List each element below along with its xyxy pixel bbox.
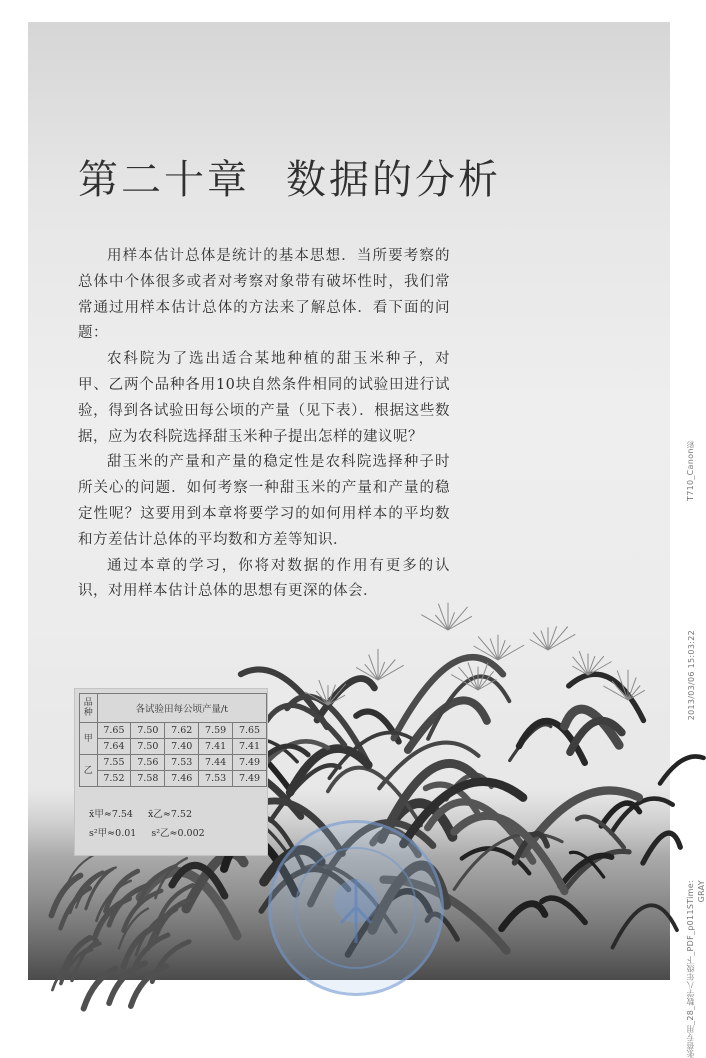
corn-tassel [435,615,448,630]
intro-text [78,244,450,605]
table-cell: 7.53 [165,755,199,771]
paragraph: 甜玉米的产量和产量的稳定性是农科院选择种子时所关心的问题．如何考察一种甜玉米的产量和产量的稳定性呢？这要用到本章将要学习的如何用样本的平均数和方差估计总体的平均数和方差等知识． [78,454,450,548]
table-cell: 7.50 [131,739,165,755]
corn-tassel [498,645,511,660]
table-cell: 7.58 [131,771,165,787]
corn-tassel [579,651,588,675]
corn-tassel [548,627,568,651]
table-cell: 7.40 [165,739,199,755]
table-cell: 7.49 [233,771,267,787]
paragraph: 通过本章的学习，你将对数据的作用有更多的认识，对用样本估计总体的思想有更深的体会． [78,557,450,600]
table-row [80,739,267,755]
chapter-number: 第二十章 [78,157,250,203]
margin-note: T710_Canon彩 [686,440,695,501]
table-cell: 7.59 [199,723,233,739]
corn-tassel [490,639,498,661]
table-cell: 7.55 [97,755,131,771]
variance-formulas [89,825,217,839]
mean-jia: x̄甲≈7.54 [89,809,133,820]
table-cell: 7.46 [165,771,199,787]
margin-note: 2013/03/06 15:03:22 [687,630,696,721]
corn-tassel [378,665,404,680]
corn-tassel [448,616,472,630]
corn-tassel [378,660,395,681]
variance-yi: s²乙≈0.002 [151,828,205,839]
table-cell: 7.52 [97,771,131,787]
corn-tassel [438,604,448,630]
variety-jia: 甲 [80,723,98,755]
watermark-stamp [268,820,444,996]
table-cell: 7.50 [131,723,165,739]
variance-jia: s²甲≈0.01 [89,828,137,839]
stamp-graphic [271,823,441,993]
yield-table-panel [74,688,268,856]
margin-note: 张蓓专用_28_数学八年级下_PDF_p011STime: [686,880,695,1058]
margin-note: GRAY [697,880,706,903]
corn-tassel [548,634,575,650]
corn-tassel [498,645,524,660]
table-cell: 7.49 [233,755,267,771]
corn-tassel [369,655,378,680]
chapter-title [78,148,501,205]
mean-formulas [89,806,204,820]
corn-tassel [328,684,346,705]
paragraph: 用样本估计总体是统计的基本思想．当所要考察的总体中个体很多或者对考察对象带有破坏性时，我们常常通过用样本估计总体的方法来了解总体．看下面的问题： [78,248,450,342]
corn-tassel [421,615,448,630]
table-cell: 7.65 [233,723,267,739]
paragraph: 农科院为了选出适合某地种植的甜玉米种子，对甲、乙两个品种各用10块自然条件相同的试验田进行试验，得到各试验田每公顷的产量（见下表）．根据这些数据，应为农科院选择甜玉米种子提出怎样的建议呢？ [78,351,450,445]
table-cell: 7.44 [199,755,233,771]
chapter-name: 数据的分析 [286,157,501,203]
table-cell: 7.64 [97,739,131,755]
corn-tassel [573,657,588,675]
table-cell: 7.41 [233,739,267,755]
table-row [80,755,267,771]
mean-yi: x̄乙≈7.52 [148,809,192,820]
corner-header: 品种 [80,694,98,723]
table-cell: 7.53 [199,771,233,787]
corn-tassel [448,607,468,630]
table-row [80,771,267,787]
corn-leaf [660,756,704,783]
table-cell: 7.41 [199,739,233,755]
table-row [80,723,267,739]
table-cell: 7.62 [165,723,199,739]
variety-yi: 乙 [80,755,98,787]
yield-header: 各试验田每公顷产量/t [97,694,267,723]
corn-leaf [394,657,503,738]
corn-tassel [533,633,548,651]
table-cell: 7.56 [131,755,165,771]
table-cell: 7.65 [97,723,131,739]
yield-table [79,693,267,787]
corn-tassel [548,626,557,650]
